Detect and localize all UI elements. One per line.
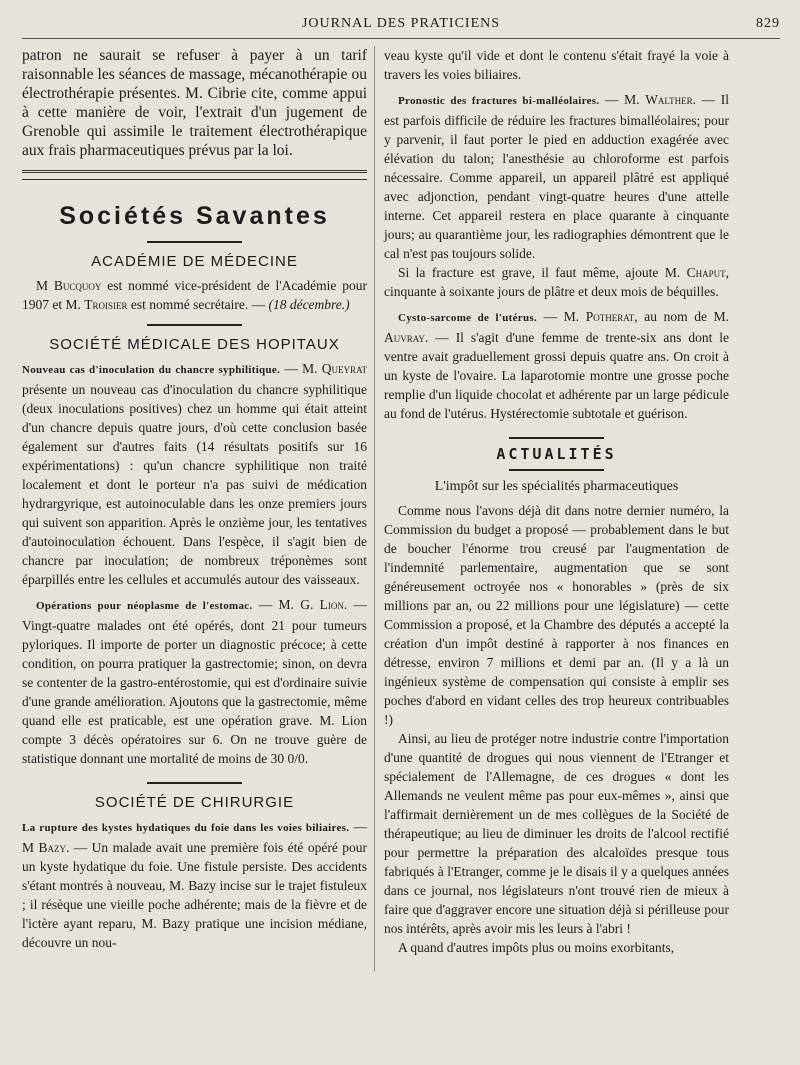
- impot-title: L'impôt sur les spécialités pharmaceutiques: [434, 479, 679, 494]
- right-column: [384, 46, 729, 957]
- running-header: [22, 12, 780, 39]
- actualites-title: ACTUALITÉS: [496, 445, 617, 463]
- impot-paragraph-3: A quand d'autres impôts plus ou moins exorbitants,: [398, 940, 675, 955]
- academie-title: ACADÉMIE DE MÉDECINE: [91, 253, 298, 270]
- smh-title: SOCIÉTÉ MÉDICALE DES HOPITAUX: [49, 336, 340, 353]
- cysto-paragraph: Cysto-sarcome de l'utérus. — M. Potherat, au nom de M. Auvray. — Il s'agit d'une femme de trente-six ans dont le ventre avait graduellement grossi depuis quatre ans. On croit à un kyste de l'ovaire. La laparotomie montre une grosse poche remplie d'un liquide chocolat et adhérente par un large pédicule au fond de l'utérus. Hystérectomie subtotale et guérison.: [384, 309, 729, 421]
- impot-paragraph-1: Comme nous l'avons déjà dit dans notre dernier numéro, la Commission du budget a proposé — probablement dans le but de boucher l'énorme trou creusé par l'augmentation de l'indemnité parlementaire, augmentation que se sont généreusement octroyée nos « honorables » (près de six millions par an, ou 22 millions pour une législature) — cette Commission a proposé, et la Chambre des députés a accepté la création d'un impôt destiné à rapporter à nos finances en détresse, environ 7 millions et demi par an. (Il y a là un ingénieux système de compensation qui consiste à emplir ses poches d'abord en vidant celles des trop heureux contribuables !): [384, 503, 729, 727]
- page-number: 829: [756, 16, 780, 31]
- societes-savantes-title: Sociétés Savantes: [59, 202, 330, 230]
- pronostic-paragraph-2: Si la fracture est grave, il faut même, ajoute M. Chaput, cinquante à soixante jours de plâtre et deux mois de béquilles.: [384, 265, 729, 299]
- section-rule-short: [147, 324, 242, 326]
- intro-paragraph: patron ne saurait se refuser à payer à un tarif raisonnable les séances de massage, mécanothérapie ou électrothérapie présentes. M. Cibrie cite, comme appui à cette manière de voir, l'extrait d'un jugement de Grenoble qui assimile le traitement électrothérapique aux frais pharmaceutiques prévus par la loi.: [22, 47, 367, 159]
- smh-paragraph: Nouveau cas d'inoculation du chancre syphilitique. — M. Queyrat présente un nouveau cas d'inoculation du chancre syphilitique (deux inoculations positives) chez un homme qui était atteint d'un chancre depuis quatre jours, d'où cette conclusion basée également sur d'autres faits (14 résultats positifs sur 16 expérimentations) : qu'un chancre syphilitique non traité localement et dont le porteur n'a pas suivi de médication hydrargyrique, est autoinoculable dans les onze premiers jours qui suivent son apparition. Après le onzième jour, les tentatives d'autoinoculation échouent. Dans l'espèce, il s'agit bien de chancre par inoculation; de nombreux tréponèmes sont éparpillés entre les cellules et accumulés autour des vaisseaux.: [22, 361, 367, 587]
- section-rule-short: [147, 782, 242, 784]
- title-rule: [509, 469, 604, 471]
- continuation-paragraph: veau kyste qu'il vide et dont le contenu s'était frayé la voie à travers les voies biliaires.: [384, 48, 729, 82]
- journal-title: JOURNAL DES PRATICIENS: [301, 16, 501, 31]
- ops-paragraph: Opérations pour néoplasme de l'estomac. — M. G. Lion. — Vingt-quatre malades ont été opérés, dont 21 pour tumeurs pyloriques. Il importe de porter un diagnostic précoce; à cette condition, on pourra pratiquer la gastrectomie; sinon, on devra se contenter de la gastro-entérostomie, qui est d'ordinaire suivie d'une grande amélioration. Ajoutons que la gastrectomie, même quand elle est praticable, est une opération grave. M. Lion compte 3 décès opératoires sur 6. On ne trouve guère de statistique donnant une mortalité de moins de 30 0/0.: [22, 597, 367, 766]
- section-rule-short: [509, 437, 604, 439]
- column-divider: [374, 46, 375, 971]
- chirurgie-title: SOCIÉTÉ DE CHIRURGIE: [94, 794, 295, 811]
- left-column: [22, 46, 367, 952]
- title-rule: [147, 241, 242, 243]
- section-rule: [22, 170, 367, 180]
- pronostic-paragraph: Pronostic des fractures bi-malléolaires. — M. Walther. — Il est parfois difficile de réduire les fractures bimalléolaires; pour y parvenir, il faut porter le pied en adduction exagérée avec élévation du talon; l'anesthésie au chloroforme est parfois nécessaire. Comme appareil, un appareil plâtré est appliqué avec adjonction, pendant vingt-quatre heures d'une attelle interne. Cet appareil restera en place quarante à cinquante jours; au quarantième jour, les radiographies démontrent que le cal n'est pas toujours solide.: [384, 92, 729, 261]
- chirurgie-paragraph: La rupture des kystes hydatiques du foie dans les voies biliaires. — M Bazy. — Un malade avait une première fois été opéré pour un kyste hydatique du foie. Une fistule persiste. Des accidents s'étant montrés à nouveau, M. Bazy incise sur le trajet fistuleux ; il résèque une vieille poche adhérente; mais de la fièvre et de l'ictère ayant reparu, M. Bazy pratique une incision médiane, découvre un nou-: [22, 819, 367, 950]
- impot-paragraph-2: Ainsi, au lieu de protéger notre industrie contre l'importation d'une quantité de drogues qui nous viennent de l'Etranger et spécialement de l'Allemagne, de ces drogues « dont les Allemands ne veulent même pas pour eux-mêmes », ainsi que l'affirmait dernièrement un de mes collègues de la Société de thérapeutique; au lieu de diminuer les droits de l'alcool rectifié pour permettre la préparation des alcaloïdes presque tous fabriqués à l'Etranger, comme je le disais il y a quelques années dans ce journal, nos législateurs n'ont trouvé rien de mieux à faire que d'aggraver encore une situation déjà si périlleuse pour nos intérêts, après avoir mis les leurs à l'abri !: [384, 731, 729, 936]
- academie-paragraph: M Bucquoy est nommé vice-président de l'Académie pour 1907 et M. Troisier est nommé secrétaire. — (18 décembre.): [22, 278, 367, 312]
